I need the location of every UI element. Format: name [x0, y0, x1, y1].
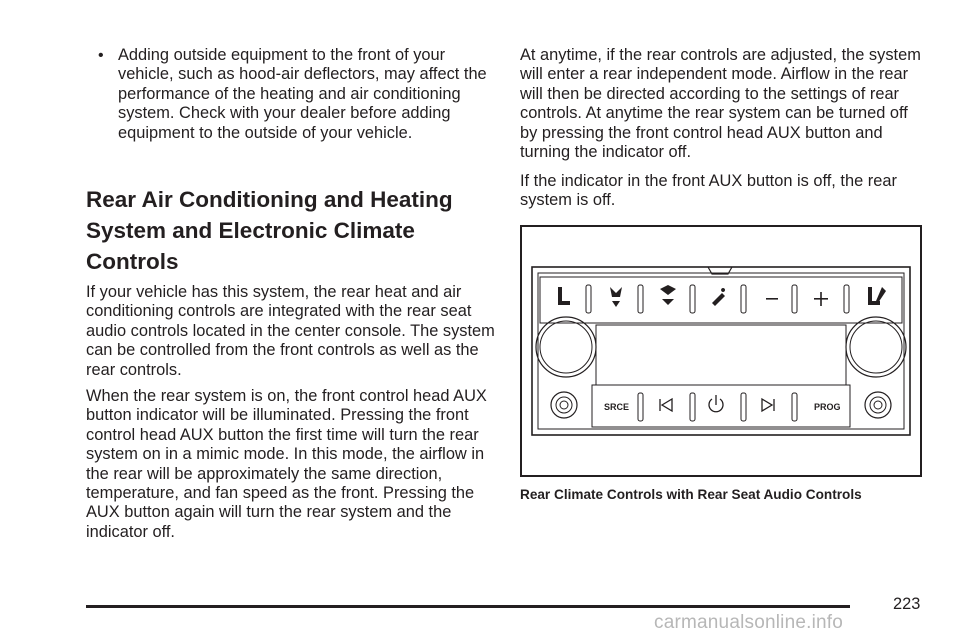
heading-line-3: Controls	[86, 249, 179, 274]
left-paragraph-2: When the rear system is on, the front control head AUX button indicator will be illuminated. Pressing the front control head AUX button the first time will turn the rear system on in a mimic mode. In this mode, the airflow in the rear will be approximately the same direction, temperature, and fan speed as the front. Pressing the AUX button again will turn the rear system and the indicator off.	[86, 387, 487, 541]
page-number: 223	[893, 595, 921, 613]
seat-heat-auto-icon	[868, 287, 886, 305]
figure-caption: Rear Climate Controls with Rear Seat Audio Controls	[520, 487, 862, 502]
top-button-icons	[558, 285, 886, 307]
bullet-dot: •	[98, 47, 104, 64]
airflow-icon	[712, 288, 725, 306]
left-paragraph-1: If your vehicle has this system, the rear heat and air conditioning controls are integrated with the rear seat audio controls located in the center console. The system can be controlled from the front controls as well as the rear controls.	[86, 283, 495, 379]
section-heading	[86, 184, 496, 277]
heading-line-1: Rear Air Conditioning and Heating	[86, 187, 453, 212]
minus-icon	[766, 298, 778, 300]
srce-label: SRCE	[604, 402, 630, 412]
display-frame	[596, 325, 846, 385]
seat-heat-icon	[558, 287, 570, 305]
left-knob	[536, 317, 596, 377]
seek-forward-icon	[762, 399, 774, 411]
rear-controls-illustration	[522, 227, 920, 475]
right-knob	[846, 317, 906, 377]
rear-controls-figure	[520, 225, 922, 477]
bullet-item	[98, 46, 493, 143]
watermark: carmanualsonline.info	[654, 612, 844, 633]
heading-line-2: System and Electronic Climate	[86, 218, 415, 243]
footer-rule	[86, 605, 850, 608]
prog-label: PROG	[814, 402, 841, 412]
right-paragraph-2: If the indicator in the front AUX button is off, the rear system is off.	[520, 172, 897, 210]
fan-icon	[610, 287, 622, 307]
power-icon	[709, 395, 723, 412]
fan-down-icon	[660, 285, 676, 305]
bullet-text: Adding outside equipment to the front of your vehicle, such as hood-air deflectors, may affect the performance of the heating and air conditioning system. Check with your dealer before adding equipment to the outside of your vehicle.	[118, 46, 487, 142]
right-paragraph-1: At anytime, if the rear controls are adjusted, the system will enter a rear independent mode. Airflow in the rear will then be directed according to the settings of rear controls. At anytime the rear system can be turned off by pressing the front control head AUX button and turning the indicator off.	[520, 46, 921, 162]
seek-back-icon	[660, 399, 672, 411]
plus-icon-v	[820, 292, 822, 306]
